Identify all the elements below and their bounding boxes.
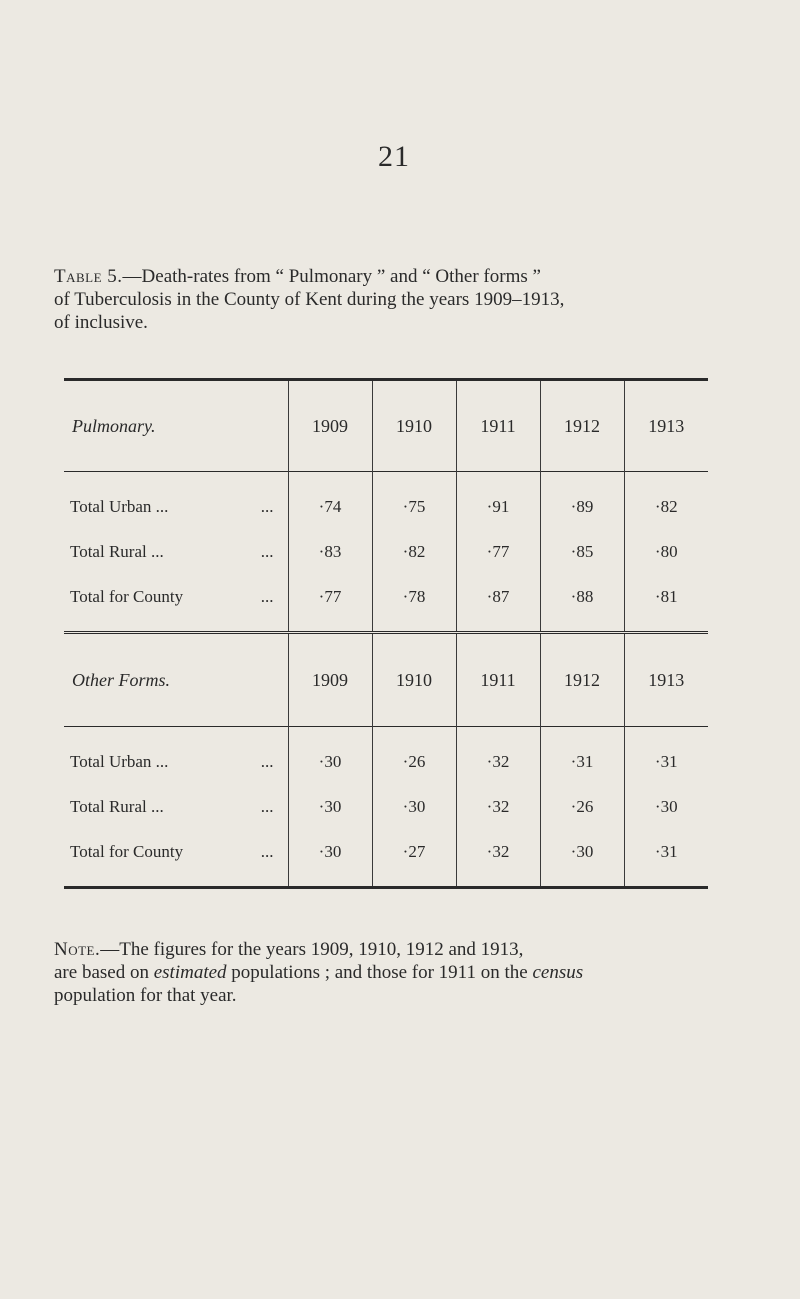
row-leader-dots: ... xyxy=(260,796,274,816)
row-label: Total Urban ... xyxy=(70,496,169,516)
row-label: Total for County xyxy=(70,841,184,861)
note-line-2a: are based on xyxy=(54,962,154,983)
table-note xyxy=(54,938,744,1007)
row-leader-dots: ... xyxy=(260,751,274,771)
note-emphasis-census: census xyxy=(532,962,584,983)
rate-cell: ·30 xyxy=(372,784,456,829)
rate-cell: ·30 xyxy=(288,829,372,888)
year-header: 1912 xyxy=(540,380,624,472)
rate-cell: ·77 xyxy=(288,574,372,633)
death-rates-table xyxy=(64,378,708,889)
rate-cell: ·82 xyxy=(372,529,456,574)
year-header: 1911 xyxy=(456,633,540,727)
rate-cell: ·30 xyxy=(624,784,708,829)
table-row xyxy=(64,472,708,530)
rate-cell: ·30 xyxy=(288,784,372,829)
rate-cell: ·26 xyxy=(372,727,456,785)
table-row xyxy=(64,829,708,888)
year-header: 1911 xyxy=(456,380,540,472)
rate-cell: ·31 xyxy=(624,727,708,785)
note-label: Note. xyxy=(54,939,101,960)
row-label: Total for County xyxy=(70,586,184,606)
year-header: 1913 xyxy=(624,380,708,472)
rate-cell: ·85 xyxy=(540,529,624,574)
year-header: 1910 xyxy=(372,380,456,472)
note-line-1: —The figures for the years 1909, 1910, 1912 and 1913, xyxy=(100,939,524,960)
pulmonary-header-row xyxy=(64,380,708,472)
caption-line-2: of Tuberculosis in the County of Kent during the years 1909–1913, xyxy=(54,289,565,310)
year-header: 1910 xyxy=(372,633,456,727)
pulmonary-heading: Pulmonary. xyxy=(72,415,156,436)
note-line-3: population for that year. xyxy=(54,985,237,1006)
rate-cell: ·77 xyxy=(456,529,540,574)
year-header: 1912 xyxy=(540,633,624,727)
row-label: Total Rural ... xyxy=(70,796,164,816)
year-header: 1913 xyxy=(624,633,708,727)
rate-cell: ·82 xyxy=(624,472,708,530)
rate-cell: ·83 xyxy=(288,529,372,574)
rate-cell: ·87 xyxy=(456,574,540,633)
rate-cell: ·74 xyxy=(288,472,372,530)
caption-line-1: —Death-rates from “ Pulmonary ” and “ Other forms ” xyxy=(122,266,541,287)
row-leader-dots: ... xyxy=(260,841,274,861)
other-forms-heading: Other Forms. xyxy=(64,633,288,727)
rate-cell: ·89 xyxy=(540,472,624,530)
rate-cell: ·31 xyxy=(540,727,624,785)
caption-label: Table 5. xyxy=(54,266,123,287)
year-header: 1909 xyxy=(288,380,372,472)
rate-cell: ·30 xyxy=(540,829,624,888)
table-row xyxy=(64,574,708,633)
table-row xyxy=(64,727,708,785)
rate-cell: ·31 xyxy=(624,829,708,888)
rate-cell: ·32 xyxy=(456,829,540,888)
page-number: 21 xyxy=(378,140,410,173)
caption-line-3: of inclusive. xyxy=(54,312,148,333)
row-leader-dots: ... xyxy=(260,586,274,606)
year-header: 1909 xyxy=(288,633,372,727)
rate-cell: ·32 xyxy=(456,727,540,785)
rate-cell: ·80 xyxy=(624,529,708,574)
other-forms-header-row xyxy=(64,633,708,727)
row-leader-dots: ... xyxy=(260,496,274,516)
rate-cell: ·88 xyxy=(540,574,624,633)
row-leader-dots: ... xyxy=(260,541,274,561)
rate-cell: ·91 xyxy=(456,472,540,530)
note-emphasis-estimated: estimated xyxy=(153,962,227,983)
rate-cell: ·27 xyxy=(372,829,456,888)
row-label: Total Urban ... xyxy=(70,751,169,771)
rate-cell: ·78 xyxy=(372,574,456,633)
table-caption xyxy=(54,265,744,334)
rate-cell: ·26 xyxy=(540,784,624,829)
table-row xyxy=(64,784,708,829)
table-row xyxy=(64,529,708,574)
rate-cell: ·75 xyxy=(372,472,456,530)
rate-cell: ·30 xyxy=(288,727,372,785)
note-line-2b: populations ; and those for 1911 on the xyxy=(226,962,533,983)
rate-cell: ·32 xyxy=(456,784,540,829)
rate-cell: ·81 xyxy=(624,574,708,633)
row-label: Total Rural ... xyxy=(70,541,164,561)
